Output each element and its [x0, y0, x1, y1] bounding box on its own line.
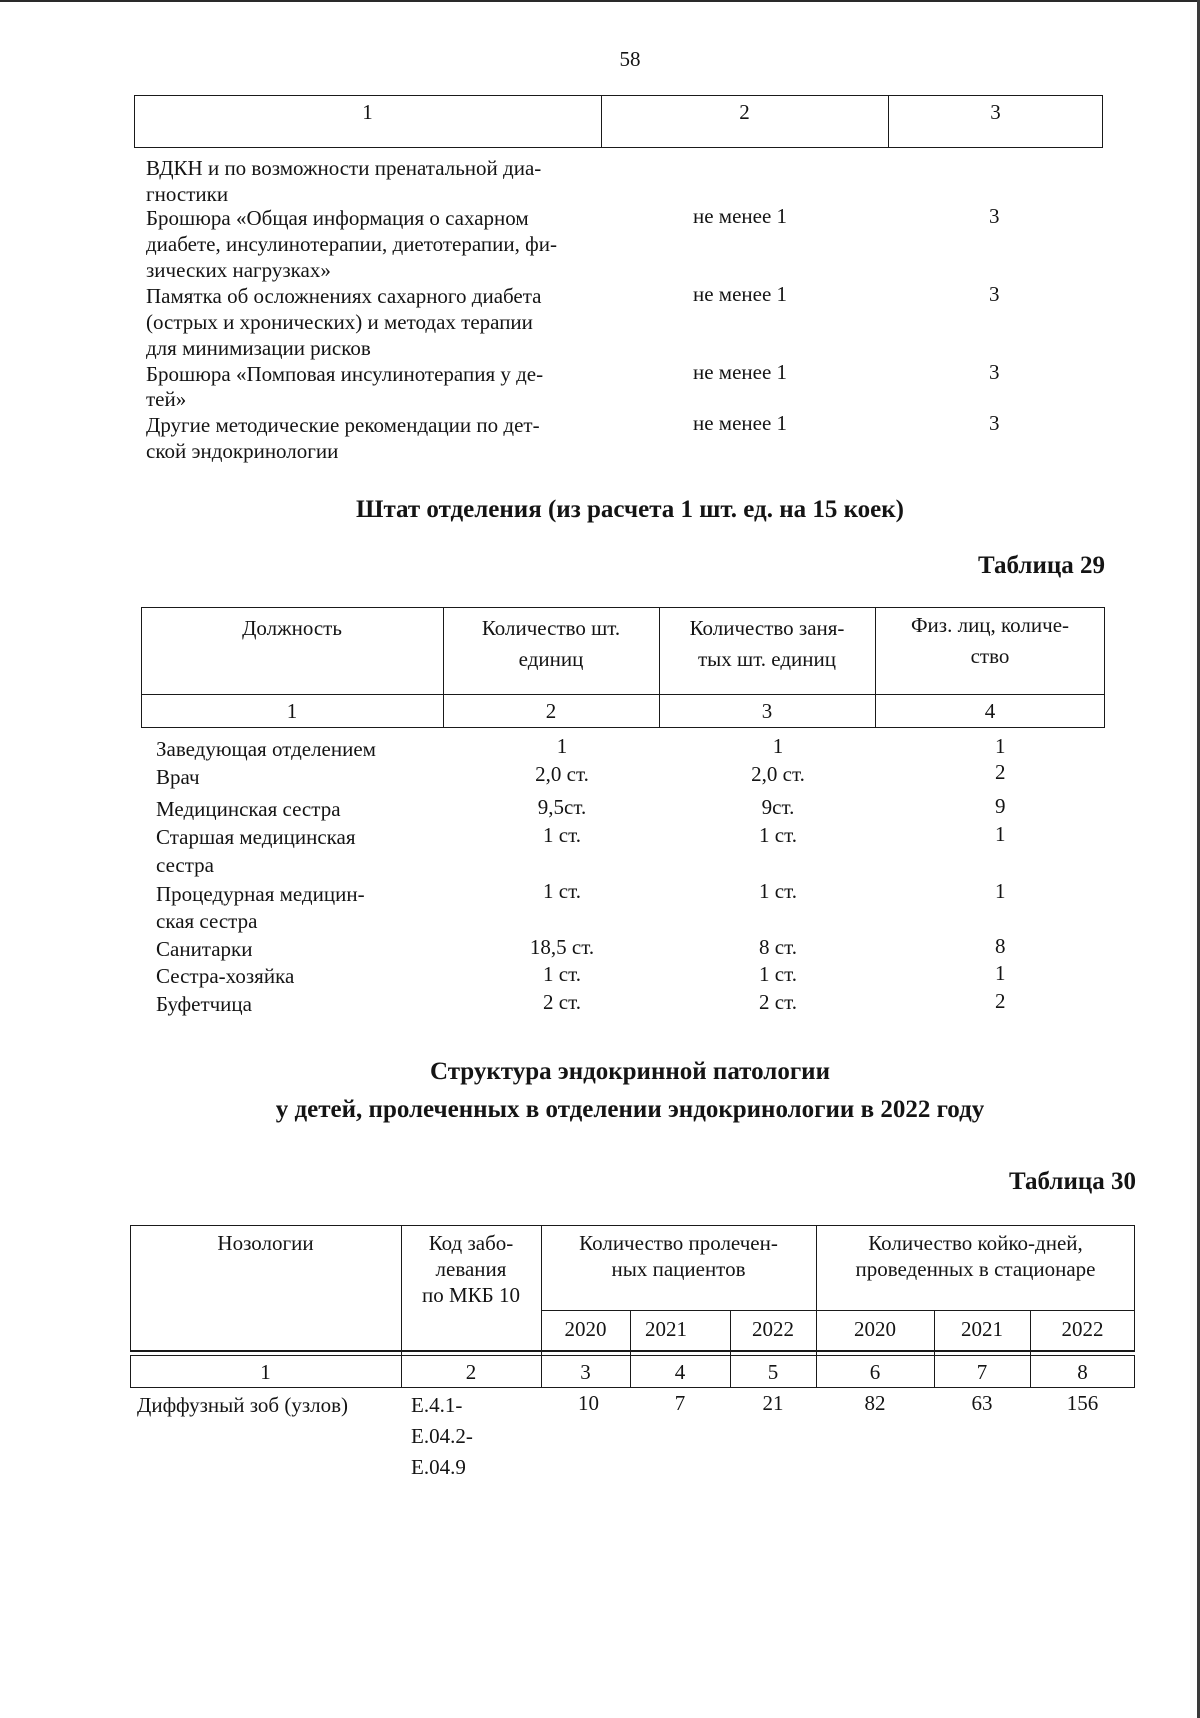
cont-row-qty: не менее 1 [693, 411, 788, 435]
structure-header-line: проведенных в стационаре [855, 1257, 1096, 1281]
staff-row-position: Врач [156, 765, 200, 789]
cont-row-name-line: тей» [146, 387, 187, 411]
staff-row-units: 1 ст. [543, 823, 581, 847]
structure-row-nosology: Диффузный зоб (узлов) [137, 1393, 349, 1417]
staff-header-units [443, 613, 659, 675]
cont-row-val: 3 [989, 204, 1000, 228]
staff-row-occupied: 2 ст. [759, 990, 797, 1014]
structure-row-value: 156 [1066, 1391, 1099, 1415]
staff-row-occupied: 1 [772, 734, 784, 758]
staff-header-line: единиц [518, 647, 584, 671]
staff-row-position: Санитарки [156, 937, 253, 961]
staff-row-position: Буфетчица [156, 992, 252, 1016]
staff-col-number: 2 [545, 699, 557, 723]
cont-row-val: 3 [989, 282, 1000, 306]
staff-row-units: 18,5 ст. [529, 935, 595, 959]
staff-row-units: 9,5ст. [537, 795, 587, 819]
staff-header-line: тых шт. единиц [698, 647, 836, 671]
cont-row-name-line: Памятка об осложнениях сахарного диабета [146, 284, 542, 308]
staff-row-occupied: 9ст. [761, 795, 795, 819]
scan-edge-top [0, 0, 1200, 2]
structure-header-line: левания [435, 1257, 507, 1281]
cont-row-name-line: Брошюра «Общая информация о сахарном [146, 206, 529, 230]
structure-col-number: 4 [674, 1360, 686, 1384]
staff-header-position: Должность [242, 616, 342, 640]
structure-header-bed-days [816, 1230, 1135, 1282]
cont-row-qty: не менее 1 [693, 360, 788, 384]
cont-col-header: 1 [362, 100, 373, 124]
staff-header-persons [875, 610, 1105, 672]
cont-row-name-line: диабете, инсулинотерапии, диетотерапии, фи- [146, 232, 557, 256]
staff-section-title: Штат отделения (из расчета 1 шт. ед. на 15 коек) [355, 496, 905, 523]
staff-row-persons: 2 [995, 989, 1006, 1013]
structure-table-divider [130, 1351, 1135, 1352]
staff-header-line: ство [970, 644, 1010, 668]
staff-row-position: ская сестра [156, 909, 258, 933]
structure-header-line: Количество пролечен- [579, 1231, 778, 1255]
staff-row-persons: 2 [995, 760, 1006, 784]
structure-col-number: 7 [976, 1360, 988, 1384]
structure-header-code [401, 1230, 541, 1308]
staff-row-units: 2,0 ст. [535, 762, 589, 786]
staff-header-occupied [659, 613, 875, 675]
staff-col-number: 4 [984, 699, 996, 723]
staff-row-persons: 1 [995, 879, 1006, 903]
cont-row-qty: не менее 1 [693, 282, 788, 306]
structure-row-code: E.4.1- [411, 1393, 463, 1417]
staff-table-divider [141, 694, 1105, 695]
structure-header-line: по МКБ 10 [422, 1283, 520, 1307]
staff-col-number: 1 [286, 699, 298, 723]
structure-title-line1: Структура эндокринной патологии [430, 1058, 830, 1085]
cont-row-name-line: Другие методические рекомендации по дет- [146, 413, 540, 437]
staff-row-units: 1 ст. [543, 962, 581, 986]
cont-row-name-line: для минимизации рисков [146, 336, 371, 360]
staff-row-units: 2 ст. [543, 990, 581, 1014]
structure-header-line: Код забо- [428, 1231, 514, 1255]
structure-row-value: 10 [578, 1391, 599, 1415]
staff-row-units: 1 ст. [543, 879, 581, 903]
structure-col-number: 1 [260, 1360, 271, 1384]
staff-row-position: Старшая медицинская [156, 825, 356, 849]
structure-col-number: 6 [869, 1360, 881, 1384]
staff-header-line: Количество заня- [689, 616, 845, 640]
structure-row-value: 82 [864, 1391, 886, 1415]
cont-row-val: 3 [989, 360, 1000, 384]
structure-year: 2020 [564, 1317, 607, 1341]
structure-header-line: Количество койко-дней, [868, 1231, 1083, 1255]
staff-row-occupied: 2,0 ст. [751, 762, 805, 786]
staff-row-occupied: 1 ст. [759, 823, 797, 847]
structure-col-number: 2 [465, 1360, 477, 1384]
structure-row-code: E.04.9 [411, 1455, 466, 1479]
structure-table-label: Таблица 30 [1008, 1168, 1136, 1195]
staff-table-label: Таблица 29 [977, 552, 1105, 579]
cont-row-val: 3 [989, 411, 1000, 435]
staff-row-occupied: 1 ст. [759, 879, 797, 903]
staff-row-position: сестра [156, 853, 214, 877]
staff-col-number: 3 [761, 699, 773, 723]
staff-row-position: Сестра-хозяйка [156, 964, 295, 988]
structure-header-line: ных пациентов [611, 1257, 746, 1281]
staff-row-occupied: 8 ст. [759, 935, 797, 959]
page-number: 58 [619, 47, 641, 71]
staff-row-persons: 9 [995, 794, 1006, 818]
structure-year: 2022 [752, 1317, 794, 1341]
structure-col-number: 3 [580, 1360, 591, 1384]
staff-row-persons: 1 [995, 961, 1006, 985]
staff-row-persons: 1 [995, 822, 1006, 846]
structure-row-value: 7 [674, 1391, 686, 1415]
cont-col-header: 2 [739, 100, 750, 124]
structure-year: 2021 [645, 1317, 687, 1341]
staff-row-units: 1 [556, 734, 568, 758]
cont-row-name-line: зических нагрузках» [146, 258, 331, 282]
staff-header-line: Количество шт. [481, 616, 621, 640]
staff-header-line: Физ. лиц, количе- [910, 613, 1070, 637]
structure-header-nosology: Нозологии [217, 1231, 314, 1255]
structure-year: 2022 [1061, 1317, 1104, 1341]
cont-row-qty: не менее 1 [693, 204, 788, 228]
cont-row-name-line: Брошюра «Помповая инсулинотерапия у де- [146, 362, 544, 386]
cont-row-name-line: ВДКН и по возможности пренатальной диа- [146, 156, 542, 180]
structure-row-code: E.04.2- [411, 1424, 473, 1448]
structure-col-number: 5 [767, 1360, 779, 1384]
cont-row-name-line: (острых и хронических) и методах терапии [146, 310, 533, 334]
structure-title-line2: у детей, пролеченных в отделении эндокринологии в 2022 году [275, 1096, 985, 1123]
structure-year: 2021 [961, 1317, 1003, 1341]
structure-year: 2020 [854, 1317, 896, 1341]
structure-col-number: 8 [1077, 1360, 1088, 1384]
staff-row-persons: 8 [995, 934, 1006, 958]
structure-header-patients [541, 1230, 816, 1282]
staff-row-persons: 1 [995, 734, 1006, 758]
cont-col-header: 3 [990, 100, 1001, 124]
cont-row-name-line: гностики [146, 182, 229, 206]
staff-row-occupied: 1 ст. [759, 962, 797, 986]
staff-row-position: Заведующая отделением [156, 737, 376, 761]
structure-row-value: 63 [971, 1391, 993, 1415]
staff-row-position: Медицинская сестра [156, 797, 341, 821]
structure-row-value: 21 [762, 1391, 784, 1415]
staff-row-position: Процедурная медицин- [156, 882, 365, 906]
cont-row-name-line: ской эндокринологии [146, 439, 339, 463]
